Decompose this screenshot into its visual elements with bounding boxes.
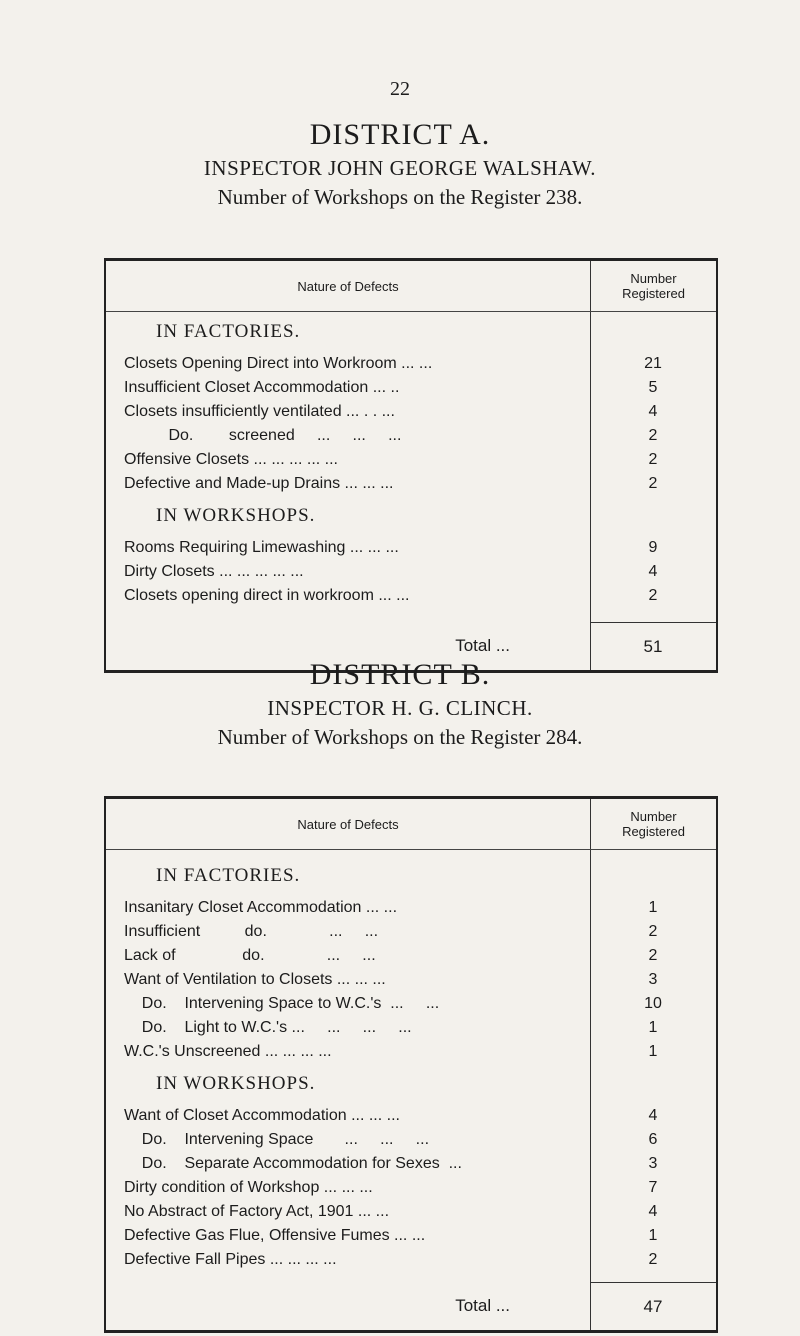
row-label: Do. Separate Accommodation for Sexes ... [124, 1155, 462, 1172]
table-row [106, 1016, 716, 1040]
row-value: 1 [648, 1227, 658, 1244]
row-value: 1 [648, 1019, 658, 1036]
header-nature-of-defects: Nature of Defects [297, 278, 399, 294]
header-number-line2: Registered [622, 824, 685, 839]
table-row [106, 1200, 716, 1224]
table-row [106, 376, 716, 400]
row-label: Do. screened ... ... ... [124, 427, 402, 444]
total-value: 47 [590, 1282, 716, 1330]
row-label: Dirty condition of Workshop ... ... ... [124, 1179, 373, 1196]
table-row [106, 1040, 716, 1064]
row-label: Want of Ventilation to Closets ... ... ... [124, 971, 386, 988]
row-label: No Abstract of Factory Act, 1901 ... ... [124, 1203, 390, 1220]
district-a-table [104, 258, 718, 673]
row-value: 2 [648, 1251, 658, 1268]
row-value: 2 [648, 427, 658, 444]
row-value: 2 [648, 587, 658, 604]
row-value: 5 [648, 379, 658, 396]
row-value: 2 [648, 947, 658, 964]
header-number-line2: Registered [622, 286, 685, 301]
row-label: Closets opening direct in workroom ... ... [124, 587, 410, 604]
row-label: Do. Light to W.C.'s ... ... ... ... [124, 1019, 412, 1036]
section-heading: IN FACTORIES. [156, 321, 301, 342]
row-value: 7 [648, 1179, 658, 1196]
table-row [106, 352, 716, 376]
row-value: 1 [648, 899, 658, 916]
total-label: Total ... [455, 1296, 510, 1315]
total-label: Total ... [455, 636, 510, 655]
district-b-heading [0, 658, 800, 750]
row-label: Lack of do. ... ... [124, 947, 376, 964]
table-row [106, 920, 716, 944]
table-header [106, 799, 716, 850]
row-label: Insufficient do. ... ... [124, 923, 379, 940]
table-row [106, 1176, 716, 1200]
workshops-count: Number of Workshops on the Register 238. [217, 185, 583, 209]
row-label: Defective Fall Pipes ... ... ... ... [124, 1251, 337, 1268]
table-row [106, 448, 716, 472]
row-label: Insufficient Closet Accommodation ... .. [124, 379, 400, 396]
row-label: Defective and Made-up Drains ... ... ... [124, 475, 394, 492]
header-nature-of-defects: Nature of Defects [297, 816, 399, 832]
row-value: 1 [648, 1043, 658, 1060]
district-b-table [104, 796, 718, 1333]
row-label: Do. Intervening Space ... ... ... [124, 1131, 430, 1148]
row-value: 4 [648, 1203, 658, 1220]
table-row [106, 1128, 716, 1152]
table-body [106, 312, 716, 670]
table-row [106, 1224, 716, 1248]
inspector-name: INSPECTOR JOHN GEORGE WALSHAW. [203, 156, 597, 180]
table-row [106, 944, 716, 968]
row-value: 9 [648, 539, 658, 556]
workshops-count: Number of Workshops on the Register 284. [217, 725, 583, 749]
row-label: Insanitary Closet Accommodation ... ... [124, 899, 398, 916]
table-row [106, 536, 716, 560]
section-heading: IN WORKSHOPS. [156, 505, 316, 526]
district-title: DISTRICT B. [309, 658, 491, 691]
row-value: 4 [648, 403, 658, 420]
row-value: 2 [648, 475, 658, 492]
table-row [106, 1104, 716, 1128]
table-row [106, 560, 716, 584]
row-label: Closets Opening Direct into Workroom ... ... [124, 355, 433, 372]
header-number-line1: Number [630, 271, 677, 286]
table-row [106, 424, 716, 448]
row-label: Dirty Closets ... ... ... ... ... [124, 563, 304, 580]
table-row [106, 400, 716, 424]
row-label: Do. Intervening Space to W.C.'s ... ... [124, 995, 440, 1012]
table-row [106, 968, 716, 992]
table-row [106, 896, 716, 920]
row-value: 3 [648, 971, 658, 988]
table-row [106, 472, 716, 496]
row-label: Closets insufficiently ventilated ... . . ... [124, 403, 395, 420]
table-row [106, 584, 716, 608]
table-body [106, 850, 716, 1330]
row-label: Rooms Requiring Limewashing ... ... ... [124, 539, 399, 556]
table-row [106, 992, 716, 1016]
total-row [106, 1282, 716, 1330]
row-value: 4 [648, 563, 658, 580]
page-number: 22 [390, 78, 410, 100]
inspector-name: INSPECTOR H. G. CLINCH. [267, 696, 533, 720]
table-header [106, 261, 716, 312]
row-label: Want of Closet Accommodation ... ... ... [124, 1107, 400, 1124]
row-label: Defective Gas Flue, Offensive Fumes ... ... [124, 1227, 426, 1244]
row-label: Offensive Closets ... ... ... ... ... [124, 451, 338, 468]
header-number-registered [590, 261, 716, 311]
row-value: 21 [644, 355, 662, 372]
row-value: 3 [648, 1155, 658, 1172]
row-value: 6 [648, 1131, 658, 1148]
district-a-heading [0, 118, 800, 210]
header-number-registered [590, 799, 716, 849]
section-heading: IN WORKSHOPS. [156, 1073, 316, 1094]
row-label: W.C.'s Unscreened ... ... ... ... [124, 1043, 332, 1060]
row-value: 2 [648, 923, 658, 940]
table-row [106, 1152, 716, 1176]
row-value: 10 [644, 995, 662, 1012]
section-heading: IN FACTORIES. [156, 865, 301, 886]
row-value: 4 [648, 1107, 658, 1124]
header-number-line1: Number [630, 809, 677, 824]
table-row [106, 1248, 716, 1272]
total-value: 51 [590, 622, 716, 670]
row-value: 2 [648, 451, 658, 468]
district-title: DISTRICT A. [309, 118, 491, 151]
